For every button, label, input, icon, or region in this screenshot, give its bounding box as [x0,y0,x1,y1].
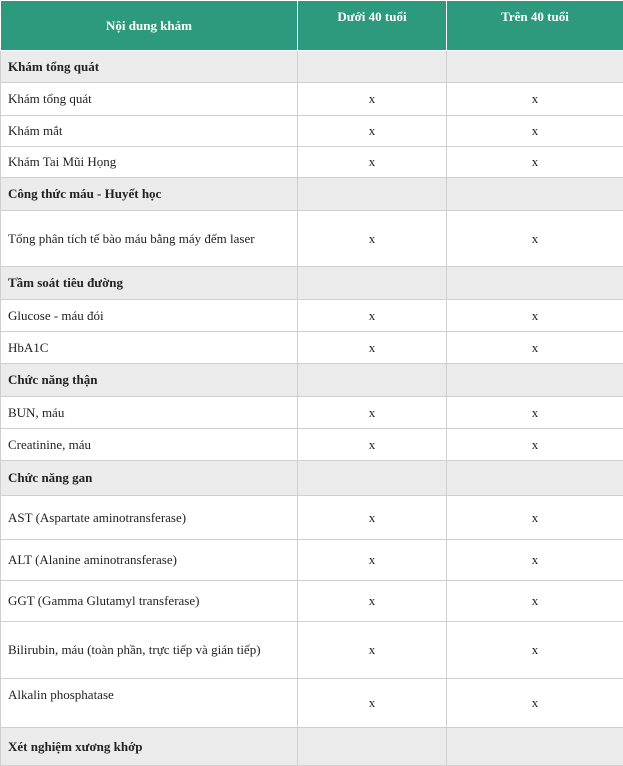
over-40-mark: x [447,211,623,267]
table-row [1,622,623,679]
over-40-mark [447,178,623,211]
section-row [1,461,623,496]
exam-item-label: Creatinine, máu [1,429,298,461]
over-40-mark: x [447,116,623,147]
exam-item-label: Khám Tai Mũi Họng [1,147,298,178]
table-row [1,679,623,728]
section-row [1,51,623,83]
over-40-mark [447,461,623,496]
header-over-40: Trên 40 tuổi [447,1,623,51]
table-row [1,116,623,147]
table-header-row [1,1,623,51]
table-row [1,83,623,116]
section-row [1,728,623,766]
over-40-mark: x [447,679,623,728]
section-title: Khám tổng quát [1,51,298,83]
under-40-mark [298,178,447,211]
under-40-mark: x [298,147,447,178]
exam-item-label: AST (Aspartate aminotransferase) [1,496,298,540]
under-40-mark: x [298,679,447,728]
table-row [1,429,623,461]
under-40-mark [298,51,447,83]
over-40-mark: x [447,496,623,540]
table-row [1,581,623,622]
under-40-mark: x [298,429,447,461]
over-40-mark: x [447,540,623,581]
table-row [1,496,623,540]
under-40-mark: x [298,83,447,116]
over-40-mark: x [447,429,623,461]
under-40-mark: x [298,496,447,540]
over-40-mark [447,364,623,397]
over-40-mark: x [447,83,623,116]
table-row [1,540,623,581]
section-title: Công thức máu - Huyết học [1,178,298,211]
exam-item-label: Khám mắt [1,116,298,147]
over-40-mark [447,728,623,766]
under-40-mark [298,728,447,766]
exam-item-label: Alkalin phosphatase [1,679,298,728]
over-40-mark: x [447,300,623,332]
under-40-mark: x [298,211,447,267]
under-40-mark: x [298,116,447,147]
under-40-mark [298,364,447,397]
section-title: Chức năng gan [1,461,298,496]
exam-item-label: Tổng phân tích tế bào máu bằng máy đếm laser [1,211,298,267]
section-title: Xét nghiệm xương khớp [1,728,298,766]
under-40-mark: x [298,581,447,622]
over-40-mark [447,267,623,300]
over-40-mark: x [447,581,623,622]
exam-item-label: Khám tổng quát [1,83,298,116]
exam-item-label: GGT (Gamma Glutamyl transferase) [1,581,298,622]
under-40-mark: x [298,332,447,364]
table-row [1,300,623,332]
exam-item-label: ALT (Alanine aminotransferase) [1,540,298,581]
table-row [1,397,623,429]
section-row [1,178,623,211]
over-40-mark: x [447,397,623,429]
over-40-mark: x [447,147,623,178]
exam-item-label: BUN, máu [1,397,298,429]
section-row [1,364,623,397]
table-row [1,332,623,364]
over-40-mark: x [447,332,623,364]
under-40-mark: x [298,622,447,679]
exam-item-label: Glucose - máu đói [1,300,298,332]
under-40-mark [298,267,447,300]
over-40-mark: x [447,622,623,679]
table-row [1,147,623,178]
section-row [1,267,623,300]
section-title: Chức năng thận [1,364,298,397]
header-content: Nội dung khám [1,1,298,51]
exam-item-label: HbA1C [1,332,298,364]
under-40-mark: x [298,397,447,429]
under-40-mark: x [298,540,447,581]
section-title: Tầm soát tiêu đường [1,267,298,300]
over-40-mark [447,51,623,83]
exam-item-label: Bilirubin, máu (toàn phần, trực tiếp và gián tiếp) [1,622,298,679]
under-40-mark: x [298,300,447,332]
under-40-mark [298,461,447,496]
table-row [1,211,623,267]
header-under-40: Dưới 40 tuổi [298,1,447,51]
